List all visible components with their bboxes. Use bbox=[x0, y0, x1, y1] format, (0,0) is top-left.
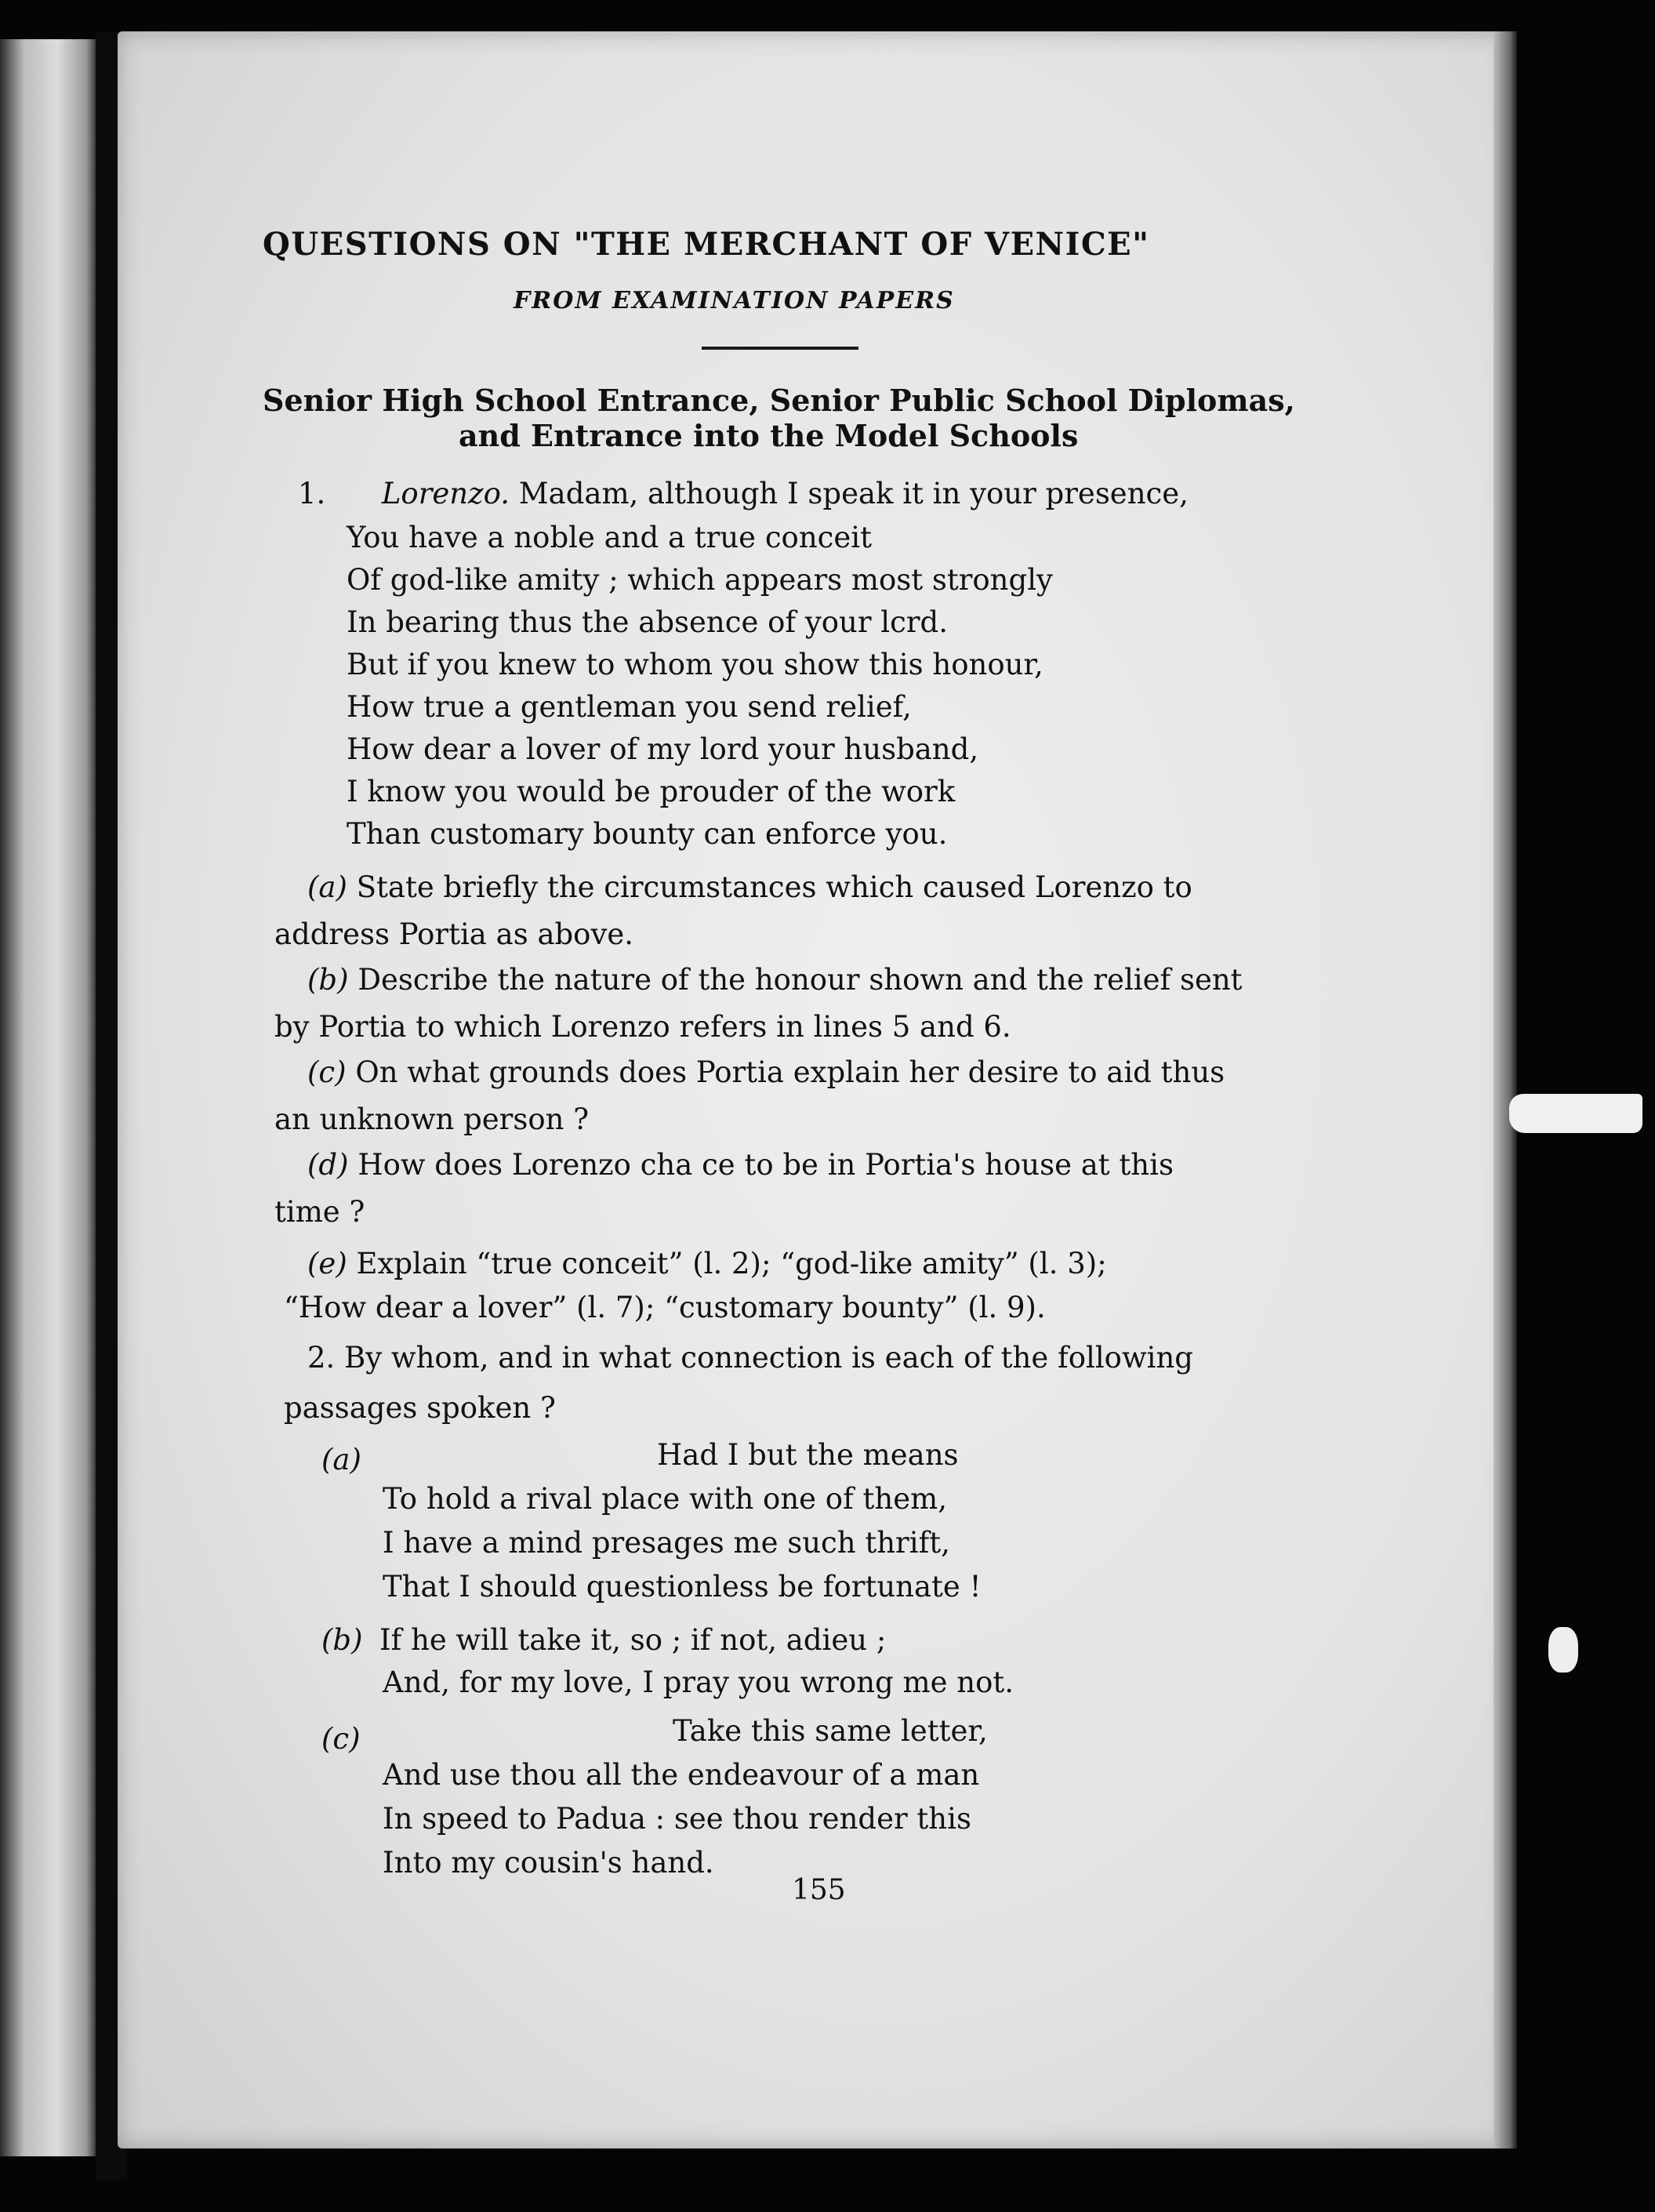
passage-line: Had I but the means bbox=[657, 1438, 959, 1472]
subquestion-a-continuation: address Portia as above. bbox=[274, 917, 634, 951]
passage-line: In speed to Padua : see thou render this bbox=[383, 1802, 971, 1836]
subquestion-text: State briefly the circumstances which caused Lorenzo to bbox=[347, 870, 1192, 904]
passage-line: Take this same letter, bbox=[673, 1714, 988, 1748]
passage-label-c: (c) bbox=[321, 1722, 361, 1756]
subquestion-text: Describe the nature of the honour shown and the relief sent bbox=[348, 963, 1243, 997]
verse-line: Than customary bounty can enforce you. bbox=[347, 817, 948, 851]
previous-page-edge bbox=[0, 39, 96, 2156]
subquestion-e bbox=[307, 1247, 1107, 1280]
verse-line: You have a noble and a true conceit bbox=[347, 521, 872, 554]
subquestion-b bbox=[307, 963, 1243, 997]
subquestion-a bbox=[307, 870, 1192, 904]
page-title: QUESTIONS ON "THE MERCHANT OF VENICE" bbox=[263, 226, 1150, 263]
page-number: 155 bbox=[792, 1874, 846, 1906]
paper-tab bbox=[1509, 1094, 1642, 1133]
subquestion-b-continuation: by Portia to which Lorenzo refers in lines 5 and 6. bbox=[274, 1010, 1011, 1044]
verse-line: How true a gentleman you send relief, bbox=[347, 690, 912, 724]
page-edge-shadow bbox=[1493, 31, 1517, 2148]
subquestion-label: (d) bbox=[307, 1148, 349, 1182]
passage-label-a: (a) bbox=[321, 1443, 361, 1476]
subquestion-label: (c) bbox=[307, 1055, 347, 1089]
paper-speck bbox=[1548, 1627, 1578, 1673]
passage-line: That I should questionless be fortunate ! bbox=[383, 1570, 982, 1604]
passage-line: I have a mind presages me such thrift, bbox=[383, 1526, 950, 1560]
subquestion-text: How does Lorenzo cha ce to be in Portia's house at this bbox=[348, 1148, 1174, 1182]
question-2-intro-continuation: passages spoken ? bbox=[284, 1391, 556, 1425]
passage-line: And use thou all the endeavour of a man bbox=[383, 1758, 980, 1792]
subquestion-d-continuation: time ? bbox=[274, 1195, 365, 1229]
subquestion-e-continuation: “How dear a lover” (l. 7); “customary bounty” (l. 9). bbox=[284, 1291, 1046, 1324]
verse-line: I know you would be prouder of the work bbox=[347, 775, 956, 808]
verse-line: In bearing thus the absence of your lcrd. bbox=[347, 605, 948, 639]
subquestion-d bbox=[307, 1148, 1174, 1182]
question-1-first-line bbox=[298, 477, 1189, 510]
subquestion-text: Explain “true conceit” (l. 2); “god-like amity” (l. 3); bbox=[347, 1247, 1107, 1280]
verse-line: How dear a lover of my lord your husband, bbox=[347, 732, 979, 766]
divider-rule bbox=[702, 347, 858, 350]
verse-line: But if you knew to whom you show this honour, bbox=[347, 648, 1043, 681]
verse-line: Madam, although I speak it in your presence, bbox=[518, 477, 1189, 510]
passage-line: Into my cousin's hand. bbox=[383, 1846, 714, 1880]
page-subtitle: FROM EXAMINATION PAPERS bbox=[514, 287, 955, 314]
section-heading-line-2: and Entrance into the Model Schools bbox=[459, 418, 1079, 453]
subquestion-label: (b) bbox=[307, 963, 349, 997]
passage-line: To hold a rival place with one of them, bbox=[383, 1482, 947, 1516]
subquestion-label: (e) bbox=[307, 1247, 347, 1280]
question-number: 1. bbox=[298, 477, 326, 510]
question-2-intro: 2. By whom, and in what connection is each of the following bbox=[307, 1341, 1193, 1375]
subquestion-c bbox=[307, 1055, 1225, 1089]
passage-line: If he will take it, so ; if not, adieu ; bbox=[379, 1623, 887, 1657]
subquestion-text: On what grounds does Portia explain her desire to aid thus bbox=[346, 1055, 1225, 1089]
subquestion-label: (a) bbox=[307, 870, 347, 904]
verse-line: Of god-like amity ; which appears most strongly bbox=[347, 563, 1053, 597]
section-heading-line-1: Senior High School Entrance, Senior Public School Diplomas, bbox=[263, 383, 1295, 418]
speaker-name: Lorenzo. bbox=[381, 477, 510, 510]
subquestion-c-continuation: an unknown person ? bbox=[274, 1102, 590, 1136]
passage-label-b: (b) bbox=[321, 1623, 363, 1657]
passage-line: And, for my love, I pray you wrong me not. bbox=[383, 1665, 1014, 1699]
